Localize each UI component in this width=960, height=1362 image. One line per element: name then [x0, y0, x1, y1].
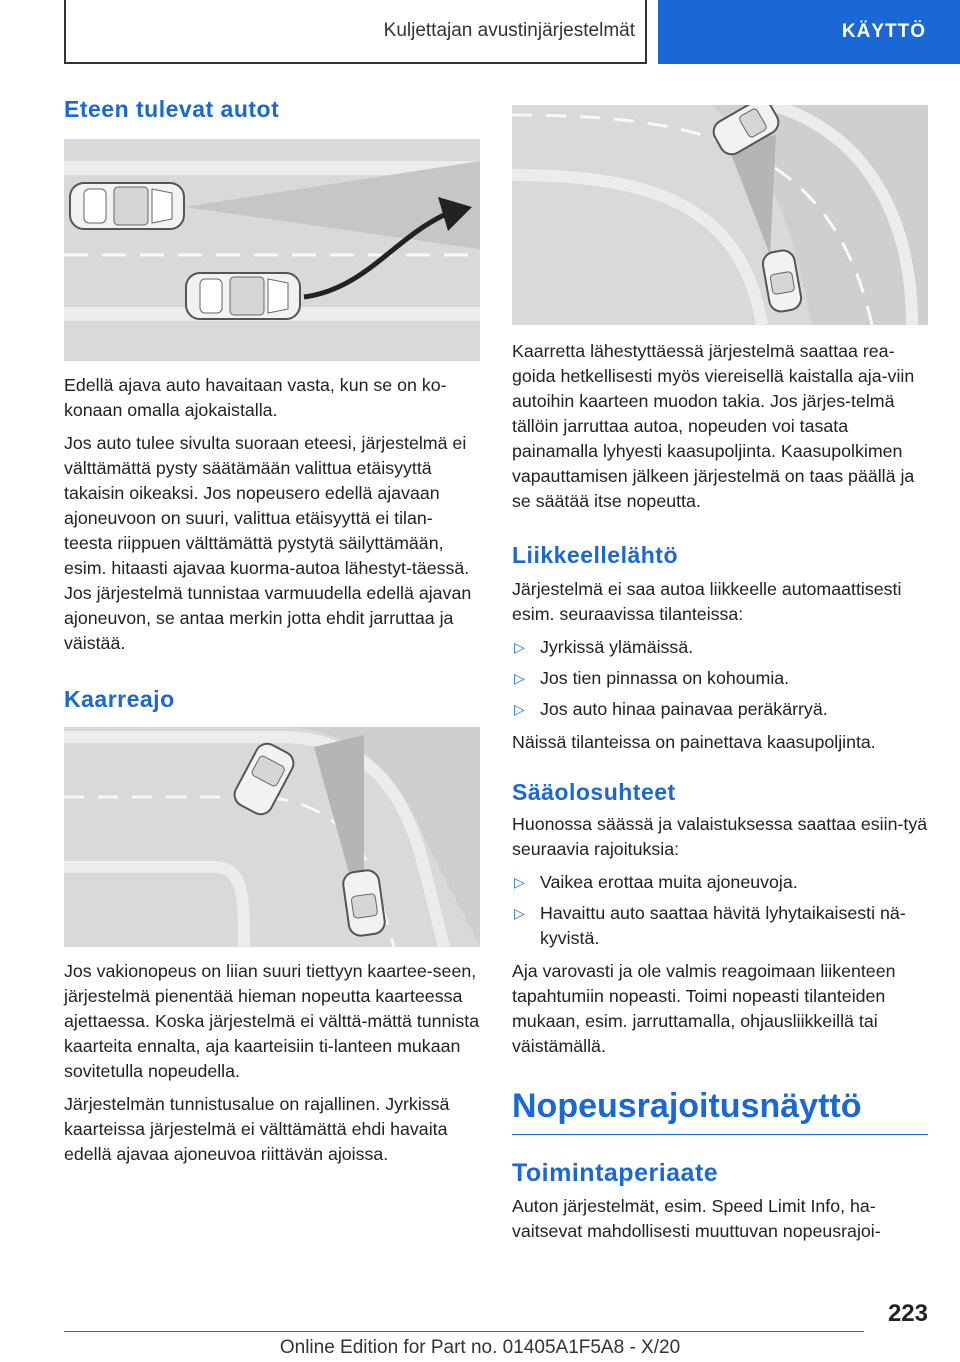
list-item: ▷ Jyrkissä ylämäissä. [512, 635, 928, 660]
car-ahead-icon [342, 869, 387, 937]
paragraph: Näissä tilanteissa on painettava kaasupoljinta. [512, 732, 876, 752]
list-item: ▷ Jos tien pinnassa on kohoumia. [512, 666, 928, 691]
paragraph: Kaarretta lähestyttäessä järjestelmä saattaa rea‐goida hetkellisesti myös viereisellä kaistalla aja‐viin autoihin kaarteen muodon takia. Jos järjes‐telmä tällöin jarruttaa autoa, nopeuden voi tasata painamalla lyhyesti kaasupoljinta. Kaasupolkimen vapauttamisen jälkeen järjestelmä on taas päällä ja se säätää itse nopeutta. [512, 341, 915, 511]
heading-oncoming-cars: Eteen tulevat autot [64, 96, 280, 122]
triangle-bullet-icon: ▷ [514, 874, 525, 890]
list-item: ▷ Vaikea erottaa muita ajoneuvoja. [512, 870, 928, 895]
heading-weather: Sääolosuhteet [512, 779, 676, 805]
paragraph: Järjestelmän tunnistusalue on rajallinen. Jyrkissä kaarteissa järjestelmä ei välttämättä ehdi havaita edellä ajavaa ajoneuvoa riittävän ajoissa. [64, 1094, 450, 1164]
figure-curve-driving [64, 727, 480, 947]
footer-edition: Online Edition for Part no. 01405A1F5A8 - X/20 [279, 1337, 681, 1358]
paragraph: Aja varovasti ja ole valmis reagoimaan liikenteen tapahtumiin nopeasti. Toimi nopeasti tilanteiden mukaan, esim. jarruttamalla, ohjausliikkeillä tai väistämällä. [512, 961, 896, 1056]
paragraph: Jos auto tulee sivulta suoraan eteesi, järjestelmä ei välttämättä pysty säätämään valittua etäisyyttä takaisin oikeaksi. Jos nopeusero edellä ajavaan ajoneuvoon on suuri, valittua etäisyyttä ei tilan‐teesta riippuen välttämättä pystytä säilyttämään, esim. hitaasti ajavaa kuorma-autoa lähestyt‐täessä. Jos järjestelmä tunnistaa varmuudella edellä ajavan ajoneuvon, se antaa merkin jotta ehdit jarruttaa ja väistää. [64, 433, 472, 653]
paragraph: Huonossa säässä ja valaistuksessa saattaa esiin‐tyä seuraavia rajoituksia: [512, 814, 928, 859]
header-section-title [64, 0, 647, 64]
heading-drive-off: Liikkeellelähtö [512, 542, 679, 568]
paragraph: Auton järjestelmät, esim. Speed Limit Info, ha‐vaitsevat mahdollisesti muuttuvan nopeusrajoi‐ [512, 1196, 881, 1241]
figure-cut-in-car [64, 139, 480, 361]
triangle-bullet-icon: ▷ [514, 905, 525, 921]
car-ahead-icon [70, 183, 184, 229]
heading-speed-limit-display: Nopeusrajoitusnäyttö [512, 1087, 928, 1135]
list-weather-limitations [512, 870, 928, 951]
paragraph: Järjestelmä ei saa autoa liikkeelle automaattisesti esim. seuraavissa tilanteissa: [512, 579, 902, 624]
list-item: ▷ Havaittu auto saattaa hävitä lyhytaikaisesti nä‐kyvistä. [514, 903, 906, 948]
paragraph: Jos vakionopeus on liian suuri tiettyyn kaartee‐seen, järjestelmä pienentää hieman nopeutta kaarteessa ajettaessa. Koska järjestelmä ei välttä‐mättä tunnista kaarteita ennalta, aja kaarteisiin ti‐lanteen mukaan sovitetulla nopeudella. [64, 961, 480, 1081]
list-item: ▷ Jos auto hinaa painavaa peräkärryä. [512, 697, 928, 722]
heading-operating-principle: Toimintaperiaate [512, 1159, 719, 1187]
chapter-title-text: KÄYTTÖ [841, 21, 926, 42]
heading-curve-driving: Kaarreajo [64, 686, 175, 712]
list-drive-off-situations [512, 635, 928, 722]
footer-divider [64, 1331, 864, 1332]
header-chapter-tab[interactable] [658, 0, 960, 64]
page-number: 223 [887, 1300, 928, 1327]
triangle-bullet-icon: ▷ [514, 639, 525, 655]
left-column [64, 96, 480, 1175]
right-column [512, 105, 928, 1252]
section-title-text: Kuljettajan avustinjärjestelmät [383, 20, 635, 41]
paragraph: Edellä ajava auto havaitaan vasta, kun se on ko‐konaan omalla ajokaistalla. [64, 375, 447, 420]
triangle-bullet-icon: ▷ [514, 670, 525, 686]
figure-adjacent-lane-curve [512, 105, 928, 325]
own-car-icon [186, 273, 300, 319]
triangle-bullet-icon: ▷ [514, 701, 525, 717]
